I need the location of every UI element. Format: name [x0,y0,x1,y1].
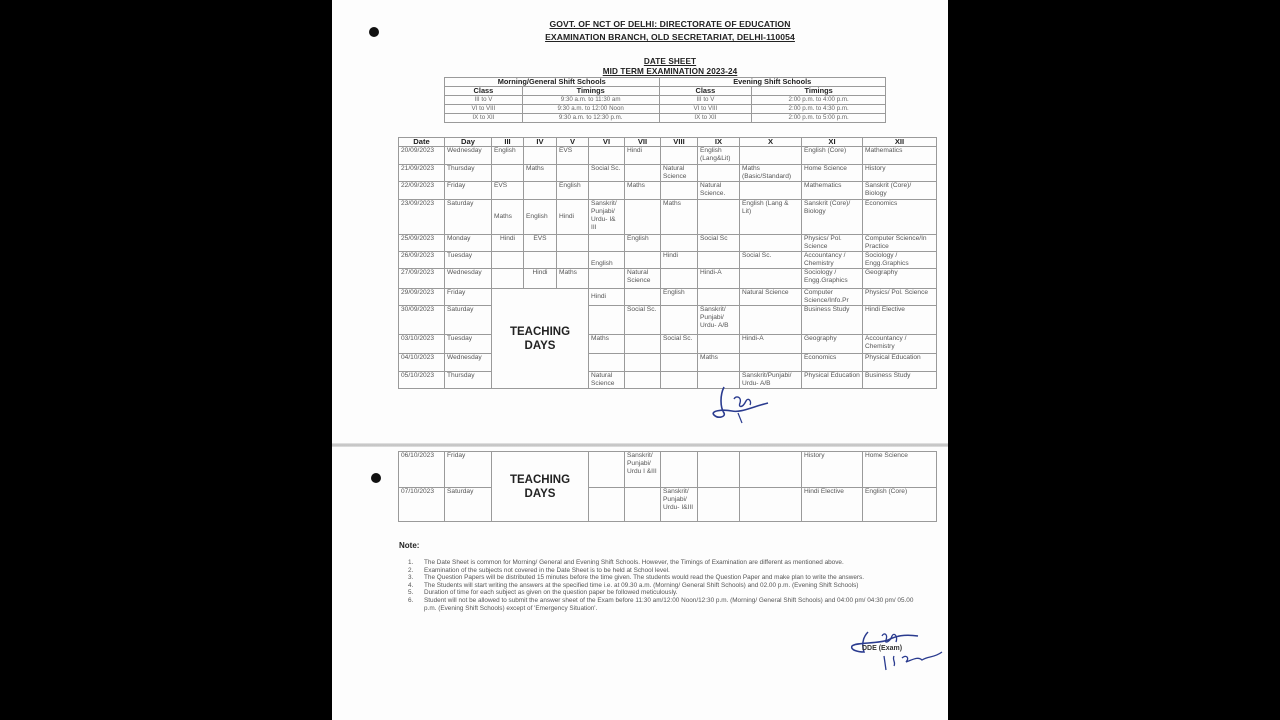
table-row [399,488,937,522]
date-cell: 07/10/2023 [399,488,445,522]
evening-time: 2:00 p.m. to 5:00 p.m. [752,114,886,123]
col-timings: Timings [752,87,886,96]
date-cell: 26/09/2023 [399,252,445,269]
subject-cell [661,372,698,389]
subject-cell [625,372,661,389]
day-cell: Friday [445,289,492,306]
morning-time: 9:30 a.m. to 12:30 p.m. [522,114,659,123]
subject-cell: English [625,235,661,252]
subject-cell [524,147,557,165]
document-subtitle: MID TERM EXAMINATION 2023-24 [602,67,738,76]
subject-cell: Geography [863,269,937,289]
date-cell: 23/09/2023 [399,200,445,235]
subject-cell: Sanskrit (Core)/ Biology [863,182,937,200]
subject-cell: Economics [863,200,937,235]
note-text: The Question Papers will be distributed 15 minutes before the time given. The students would read the Question Paper and make plan to write the answers. [424,574,865,582]
day-cell: Monday [445,235,492,252]
subject-cell: Maths [589,335,625,354]
subject-cell [589,235,625,252]
subject-cell: Hindi Elective [863,306,937,335]
timings-row [445,114,886,123]
punch-hole [371,473,381,483]
day-cell: Thursday [445,372,492,389]
col-date: Date [399,138,445,147]
header-line-2: EXAMINATION BRANCH, OLD SECRETARIAT, DELHI-110054 [545,32,795,42]
col-class-iv: IV [524,138,557,147]
subject-cell [740,488,802,522]
morning-class: III to V [445,96,523,105]
subject-cell: Hindi [661,252,698,269]
col-class-xi: XI [802,138,863,147]
subject-cell: English (Core) [802,147,863,165]
subject-cell: English [661,289,698,306]
subject-cell [589,354,625,372]
date-cell: 06/10/2023 [399,452,445,488]
col-class-iii: III [492,138,524,147]
evening-class: III to V [659,96,752,105]
subject-cell: Hindi-A [698,269,740,289]
note-item [408,567,914,575]
day-cell: Wednesday [445,269,492,289]
subject-cell: Maths (Basic/Standard) [740,165,802,182]
subject-cell: Computer Science/Info.Pr [802,289,863,306]
subject-cell: Business Study [802,306,863,335]
note-item [408,574,914,582]
table-row [399,182,937,200]
date-cell: 05/10/2023 [399,372,445,389]
subject-cell [698,289,740,306]
date-cell: 04/10/2023 [399,354,445,372]
table-row [399,200,937,235]
subject-cell: Physics/ Pol. Science [802,235,863,252]
subject-cell [589,182,625,200]
table-row [399,235,937,252]
subject-cell: EVS [557,147,589,165]
subject-cell: Hindi [492,235,524,252]
subject-cell [661,452,698,488]
col-day: Day [445,138,492,147]
subject-cell [557,235,589,252]
subject-cell [589,306,625,335]
subject-cell: English (Lang & Lit) [740,200,802,235]
table-row [399,269,937,289]
subject-cell: Maths [698,354,740,372]
day-cell: Saturday [445,306,492,335]
note-item [408,582,914,590]
subject-cell [625,335,661,354]
subject-cell: Economics [802,354,863,372]
note-text: Examination of the subjects not covered in the Date Sheet is to be held at School level. [424,566,670,574]
subject-cell [740,452,802,488]
date-cell: 30/09/2023 [399,306,445,335]
day-cell: Thursday [445,165,492,182]
table-row [399,372,937,389]
timings-row [445,96,886,105]
subject-cell: Sanskrit/Punjabi/ Urdu- A/B [740,372,802,389]
note-number: 2. [408,566,414,574]
table-row [399,452,937,488]
subject-cell: Hindi-A [740,335,802,354]
note-text: Student will not be allowed to submit the answer sheet of the Exam before 11:30 am/12:00 Noon/12:30 p.m. (Morning/ General Shift Schools) and 04:00 pm/ 04:30 pm/ 05.00 p.m. (Evening Shift Schools) except of 'Emergency Situation'. [424,596,914,612]
day-cell: Saturday [445,200,492,235]
day-cell: Friday [445,452,492,488]
subject-cell: Sociology / Engg.Graphics [863,252,937,269]
subject-cell [740,235,802,252]
day-cell: Saturday [445,488,492,522]
subject-cell: English [492,147,524,165]
signature-mark [712,383,772,425]
table-row [399,147,937,165]
note-text: The Date Sheet is common for Morning/ General and Evening Shift Schools. However, the Timings of Examination are different as mentioned above. [424,559,844,566]
subject-cell [698,488,740,522]
note-item [408,559,914,567]
subject-cell: Physical Education [802,372,863,389]
table-row [399,354,937,372]
subject-cell: Hindi [557,200,589,235]
subject-cell: English (Lang&Lit) [698,147,740,165]
subject-cell: Maths [557,269,589,289]
subject-cell [661,354,698,372]
notes-list [408,559,914,612]
subject-cell: Business Study [863,372,937,389]
timings-table [444,77,886,123]
subject-cell [589,147,625,165]
table-row [399,335,937,354]
subject-cell [740,182,802,200]
subject-cell [698,200,740,235]
page-fold-divider [332,443,948,447]
evening-time: 2:00 p.m. to 4:00 p.m. [752,96,886,105]
subject-cell: Social Sc. [740,252,802,269]
subject-cell: Social Sc [698,235,740,252]
subject-cell: Hindi [589,289,625,306]
subject-cell: Physical Education [863,354,937,372]
morning-class: VI to VIII [445,105,523,114]
subject-cell: Sanskrit/ Punjabi/ Urdu- I& III [589,200,625,235]
note-number: 3. [408,574,414,582]
note-text: The Students will start writing the answers at the specified time i.e. at 09.30 a.m. (Morning/ General Shift Schools) and 02.00 p.m. (Evening Shift Schools) [424,581,859,589]
date-cell: 25/09/2023 [399,235,445,252]
subject-cell [625,289,661,306]
teaching-days-block [492,452,589,522]
note-number: 1. [408,559,414,566]
teaching-days-label: TEACHING [509,473,571,486]
subject-cell: English [524,200,557,235]
subject-cell: Sociology / Engg.Graphics [802,269,863,289]
subject-cell: Hindi [625,147,661,165]
date-cell: 21/09/2023 [399,165,445,182]
morning-class: IX to XII [445,114,523,123]
subject-cell [698,252,740,269]
day-cell: Tuesday [445,335,492,354]
subject-cell: Maths [492,200,524,235]
subject-cell [589,452,625,488]
subject-cell [492,269,524,289]
date-cell: 20/09/2023 [399,147,445,165]
punch-hole [369,27,379,37]
subject-cell: Sanskrit (Core)/ Biology [802,200,863,235]
day-cell: Wednesday [445,147,492,165]
table-row [399,289,937,306]
subject-cell: Social Sc. [589,165,625,182]
morning-time: 9:30 a.m. to 12:00 Noon [522,105,659,114]
document-title: DATE SHEET [643,57,697,66]
subject-cell [698,452,740,488]
date-cell: 03/10/2023 [399,335,445,354]
subject-cell [625,252,661,269]
col-class-viii: VIII [661,138,698,147]
subject-cell: English [589,252,625,269]
subject-cell [589,488,625,522]
subject-cell: Hindi Elective [802,488,863,522]
subject-cell [740,269,802,289]
subject-cell: EVS [492,182,524,200]
subject-cell: Natural Science [589,372,625,389]
subject-cell: English (Core) [863,488,937,522]
day-cell: Friday [445,182,492,200]
subject-cell [661,235,698,252]
subject-cell: Home Science [863,452,937,488]
note-item [408,597,914,612]
subject-cell [661,147,698,165]
subject-cell: Sanskrit/ Punjabi/ Urdu I &III [625,452,661,488]
notes-title: Note: [399,541,420,550]
morning-shift-heading: Morning/General Shift Schools [445,78,660,87]
evening-time: 2:00 p.m. to 4:30 p.m. [752,105,886,114]
morning-time: 9:30 a.m. to 11:30 am [522,96,659,105]
subject-cell [492,252,524,269]
teaching-days-label: DAYS [524,339,556,352]
subject-cell: Accountancy / Chemistry [802,252,863,269]
col-class-xii: XII [863,138,937,147]
subject-cell: Mathematics [802,182,863,200]
subject-cell: Natural Science [740,289,802,306]
evening-shift-heading: Evening Shift Schools [659,78,885,87]
subject-cell: Mathematics [863,147,937,165]
subject-cell [625,354,661,372]
col-class-x: X [740,138,802,147]
subject-cell: Maths [524,165,557,182]
subject-cell [625,488,661,522]
note-number: 5. [408,589,414,597]
note-number: 4. [408,581,414,589]
teaching-days-label: TEACHING [509,325,571,338]
table-row [399,252,937,269]
subject-cell: Natural Science. [698,182,740,200]
schedule-table [398,137,937,389]
schedule-table-continued [398,451,937,522]
subject-cell [698,335,740,354]
subject-cell [661,269,698,289]
subject-cell [740,354,802,372]
subject-cell: Maths [661,200,698,235]
subject-cell: History [802,452,863,488]
subject-cell [740,147,802,165]
subject-cell: EVS [524,235,557,252]
subject-cell [740,306,802,335]
note-number: 6. [408,596,414,604]
subject-cell [589,269,625,289]
day-cell: Wednesday [445,354,492,372]
date-cell: 29/09/2023 [399,289,445,306]
date-cell: 22/09/2023 [399,182,445,200]
subject-cell [661,306,698,335]
subject-cell [698,165,740,182]
subject-cell [625,165,661,182]
subject-cell: English [557,182,589,200]
col-class-vii: VII [625,138,661,147]
evening-class: IX to XII [659,114,752,123]
note-text: Duration of time for each subject as given on the question paper be followed meticulously. [424,589,678,597]
subject-cell: Natural Science [625,269,661,289]
date-cell: 27/09/2023 [399,269,445,289]
subject-cell: Physics/ Pol. Science [863,289,937,306]
subject-cell [625,200,661,235]
subject-cell: Accountancy / Chemistry [863,335,937,354]
subject-cell: Home Science [802,165,863,182]
subject-cell: Maths [625,182,661,200]
subject-cell [557,252,589,269]
subject-cell: Geography [802,335,863,354]
subject-cell: Computer Science/In Practice [863,235,937,252]
col-timings: Timings [522,87,659,96]
subject-cell [557,165,589,182]
subject-cell: Natural Science [661,165,698,182]
subject-cell [524,182,557,200]
schedule-header-row [399,138,937,147]
subject-cell: Sanskrit/ Punjabi/ Urdu- A/B [698,306,740,335]
table-row [399,165,937,182]
timings-row [445,105,886,114]
subject-cell: History [863,165,937,182]
subject-cell: Social Sc. [625,306,661,335]
col-class-ix: IX [698,138,740,147]
evening-class: VI to VIII [659,105,752,114]
subject-cell: Social Sc. [661,335,698,354]
subject-cell: Sanskrit/ Punjabi/ Urdu- I&III [661,488,698,522]
table-row [399,306,937,335]
subject-cell [524,252,557,269]
signatory-designation: DDE (Exam) [862,645,903,652]
note-item [408,589,914,597]
subject-cell [492,165,524,182]
subject-cell: Hindi [524,269,557,289]
day-cell: Tuesday [445,252,492,269]
subject-cell [661,182,698,200]
col-class-vi: VI [589,138,625,147]
col-class: Class [445,87,523,96]
col-class-v: V [557,138,589,147]
teaching-days-block [492,289,589,389]
col-class: Class [659,87,752,96]
header-line-1: GOVT. OF NCT OF DELHI: DIRECTORATE OF EDUCATION [549,19,791,29]
teaching-days-label: DAYS [524,487,556,500]
